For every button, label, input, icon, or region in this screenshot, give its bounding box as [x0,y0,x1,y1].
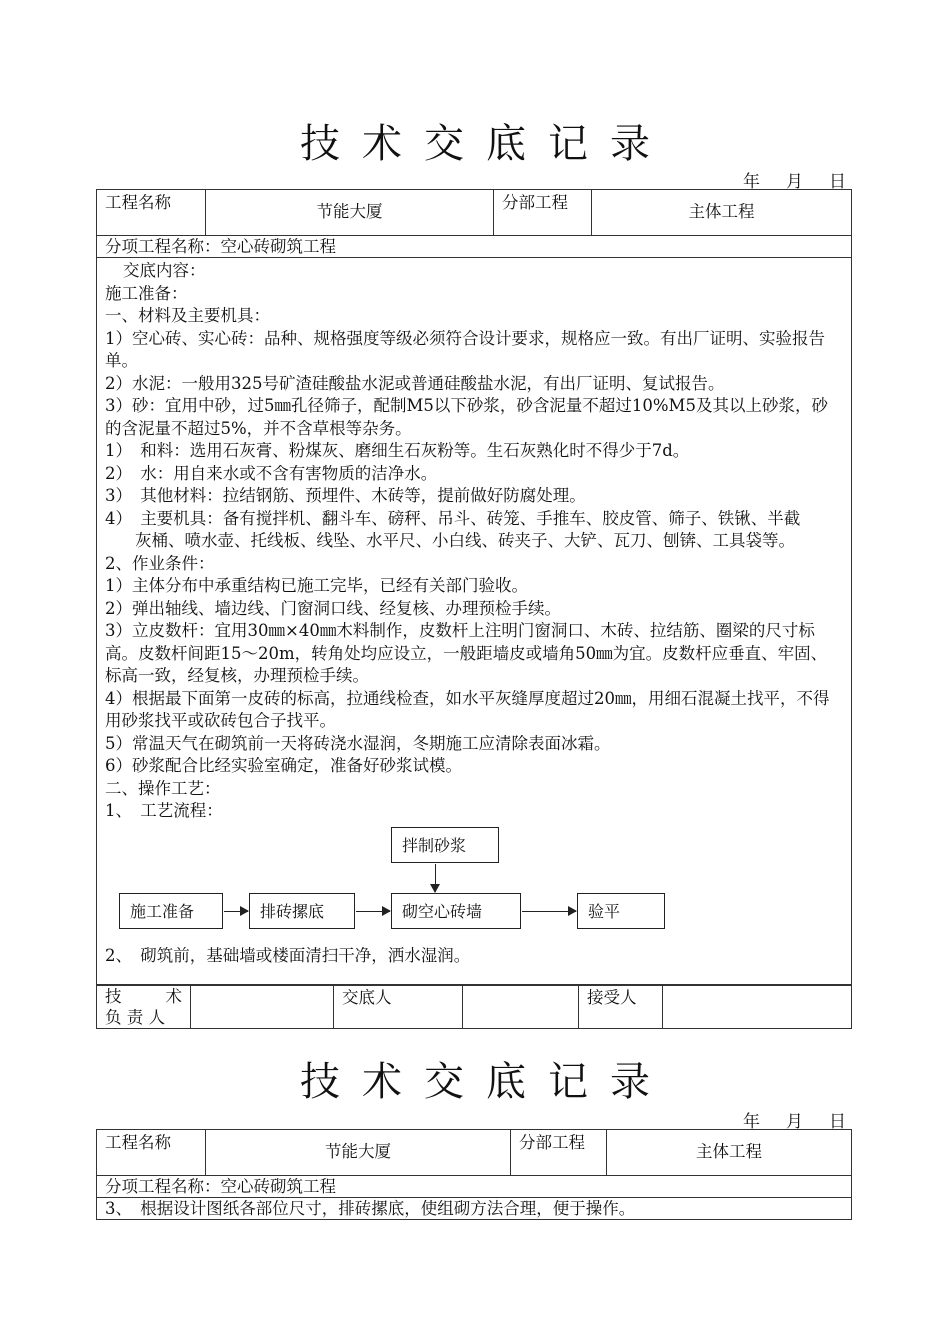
signature-table [96,984,852,1029]
division-label: 分部工程 [494,190,592,236]
text-section-3: 二、操作工艺： [105,778,221,798]
arrow-right-3 [522,911,576,912]
text-material-3: 3）砂：宜用中砂，过5㎜孔径筛子，配制M5以下砂浆，砂含泥量不超过10%M5及其以上砂浆，砂的含泥量不超过5%，并不含草根等杂务。 [105,396,828,438]
text-process-2: 2、 砌筑前，基础墙或楼面清扫干净，洒水湿润。 [105,945,471,965]
division-label-2: 分部工程 [511,1130,607,1176]
page-title-2: 技术交底记录 [300,1059,672,1105]
text-section-1: 一、材料及主要机具： [105,306,270,325]
text-material-7b: 灰桶、喷水壶、托线板、线坠、水平尺、小白线、砖夹子、大铲、瓦刀、刨锛、工具袋等。 [135,531,795,550]
tech-lead-sign[interactable] [191,985,334,1029]
text-section-2: 2、作业条件： [105,553,215,573]
text-process-3: 3、 根据设计图纸各部位尺寸，排砖摞底，使组砌方法合理，便于操作。 [97,1198,852,1220]
project-label: 工程名称 [97,190,206,236]
text-work-1: 1）主体分布中承重结构已施工完毕，已经有关部门验收。 [105,576,528,595]
division-value-2: 主体工程 [607,1130,852,1176]
tech-char-1: 技 [105,987,122,1006]
text-material-7a: 4） 主要机具：备有搅拌机、翻斗车、磅秤、吊斗、砖笼、手推车、胶皮管、筛子、铁锹、半截 [105,508,801,528]
date-month: 月 [786,172,803,192]
subitem-name-2: 分项工程名称：空心砖砌筑工程 [97,1176,852,1198]
text-work-6: 6）砂浆配合比经实验室确定，准备好砂浆试模。 [105,756,462,775]
project-value-2: 节能大厦 [206,1130,511,1176]
arrow-right-2 [356,911,390,912]
text-material-2: 2）水泥：一般用325号矿渣硅酸盐水泥或普通硅酸盐水泥，有出厂证明、复试报告。 [105,373,725,393]
page-title: 技术交底记录 [300,121,672,167]
record-table [96,189,852,986]
process-flowchart [105,823,843,941]
date-month-2: 月 [786,1112,803,1132]
division-value: 主体工程 [592,190,852,236]
date-year-2: 年 [743,1112,760,1132]
text-material-4: 1） 和料：选用石灰膏、粉煤灰、磨细生石灰粉等。生石灰熟化时不得少于7d。 [105,441,690,460]
date-day: 日 [829,172,846,192]
record-table-2 [96,1129,852,1220]
flow-box-mix-mortar: 拌制砂浆 [391,827,499,863]
tech-lead-text: 负 责 人 [105,1008,165,1027]
text-work-3: 3）立皮数杆：宜用30㎜×40㎜木料制作，皮数杆上注明门窗洞口、木砖、拉结筋、圈梁的尺寸标高。皮数杆间距15～20m，转角处均应设立，一般距墙皮或墙角50㎜为宜。皮数杆应垂直、牢固、标高一致，经复核，办理预检手续。 [105,621,828,685]
text-work-5: 5）常温天气在砌筑前一天将砖浇水湿润，冬期施工应清除表面冰霜。 [105,733,611,753]
date-day-2: 日 [829,1112,846,1132]
content-label: 交底内容： [123,261,206,280]
flow-box-layout: 排砖摞底 [249,893,355,929]
project-label-2: 工程名称 [97,1130,206,1176]
arrow-down [435,864,436,892]
subitem-name: 分项工程名称：空心砖砌筑工程 [97,236,852,258]
date-year: 年 [743,172,760,192]
handover-sign[interactable] [463,985,579,1029]
text-work-2: 2）弹出轴线、墙边线、门窗洞口线、经复核、办理预检手续。 [105,598,561,618]
text-material-1: 1）空心砖、实心砖：品种、规格强度等级必须符合设计要求，规格应一致。有出厂证明、实验报告单。 [105,328,825,370]
content-body [97,258,852,986]
text-material-5: 2） 水：用自来水或不含有害物质的洁净水。 [105,463,438,483]
text-work-4: 4）根据最下面第一皮砖的标高，拉通线检查，如水平灰缝厚度超过20㎜，用细石混凝土找平，不得用砂浆找平或砍砖包合子找平。 [105,688,830,730]
tech-char-2: 术 [165,987,182,1006]
flow-box-level: 验平 [577,893,665,929]
flow-box-wall: 砌空心砖墙 [391,893,521,929]
project-value: 节能大厦 [206,190,494,236]
arrow-right-1 [224,911,248,912]
flow-box-prep: 施工准备 [119,893,223,929]
text-process-1: 1、 工艺流程： [105,801,223,820]
receiver-sign[interactable] [663,985,852,1029]
handover-label: 交底人 [334,985,463,1029]
text-prep: 施工准备： [105,283,188,303]
tech-lead-label [97,985,191,1029]
receiver-label: 接受人 [579,985,663,1029]
text-material-6: 3） 其他材料：拉结钢筋、预埋件、木砖等，提前做好防腐处理。 [105,486,586,505]
